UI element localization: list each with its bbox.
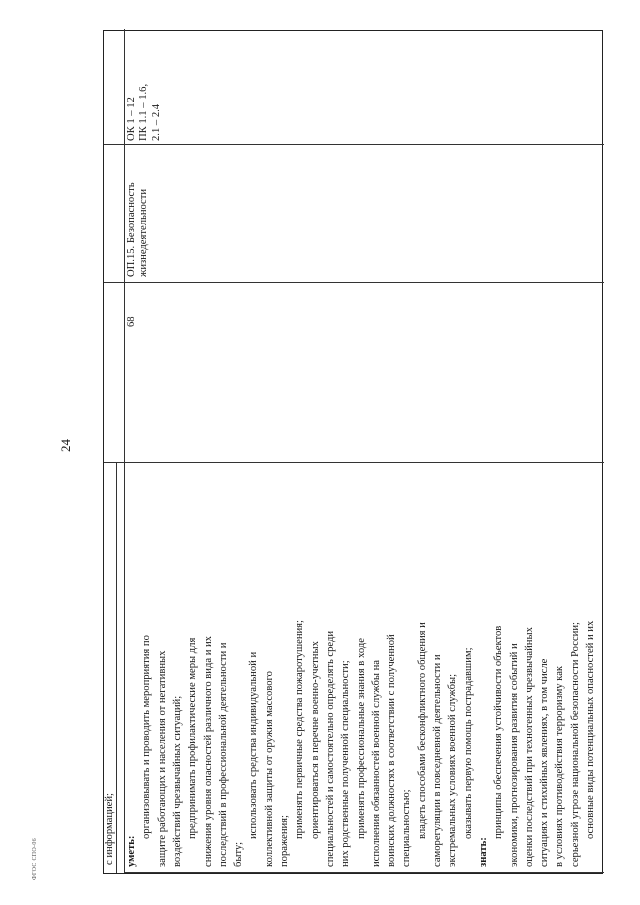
text-line: экстремальных условиях военной службы; (447, 673, 459, 867)
text-line: коллективной защиты от оружия массового (263, 671, 275, 867)
competency-line-3: 2.1 – 2.4 (150, 103, 162, 141)
page-number: 24 (58, 439, 73, 452)
text-line: специальностью; (401, 789, 413, 867)
text-line: защите работающих и населения от негативных (156, 650, 168, 867)
competency-line-2: ПК 1.1 – 1.6, (138, 83, 150, 141)
rotated-page (103, 30, 603, 874)
col-divider-3 (104, 144, 604, 145)
text-line: применять профессиональные знания в ходе (355, 638, 367, 839)
text-line: принципы обеспечения устойчивости объектов (493, 625, 505, 839)
footer-mark: ФГОС СПО-06 (32, 838, 38, 880)
inner-left-margin (124, 872, 604, 873)
text-line: них родственные полученной специальности; (340, 660, 352, 867)
text-line: экономики, прогнозирования развития событий и (508, 643, 520, 867)
text-line: исполнения обязанностей военной службы на (370, 659, 382, 867)
text-line: в условиях противодействия терроризму как (554, 665, 566, 867)
text-line: владеть способами бесконфликтного общения и (416, 622, 428, 839)
text-line: ситуациях и стихийных явлениях, в том числе (539, 658, 551, 867)
text-line: основные виды потенциальных опасностей и их (585, 620, 596, 839)
text-line: организовывать и проводить мероприятия по (141, 635, 153, 839)
competency-line-1: ОК 1 – 12 (126, 97, 137, 141)
text-line: поражения; (279, 814, 290, 867)
text-line: снижения уровня опасностей различного вида и их (202, 636, 214, 867)
text-line: саморегуляции в повседневной деятельности и (432, 654, 443, 867)
text-line: предпринимать профилактические меры для (187, 637, 199, 839)
col-divider-1 (104, 462, 604, 463)
text-line: ориентироваться в перечне военно-учетных (309, 641, 321, 839)
text-line: оценки последствий при техногенных чрезвычайных (523, 627, 535, 867)
section-heading: уметь: (126, 835, 137, 867)
row-divider-left (124, 29, 125, 873)
text-line: специальностей и самостоятельно определять среди (324, 630, 336, 867)
discipline-line-1: ОП.15. Безопасность (126, 182, 137, 277)
cell-discipline (126, 149, 151, 277)
section-heading: знать: (477, 837, 489, 867)
text-line: последствий в профессиональной деятельности и (217, 642, 229, 867)
cell-top-line: с информацией; (104, 793, 115, 865)
col-divider-2 (104, 282, 604, 283)
text-line: применять первичные средства пожаротушения; (294, 620, 306, 839)
table (103, 30, 603, 874)
text-line: воинских должностях в соответствии с полученной (386, 634, 398, 867)
text-line: серьезной угрозе национальной безопасности России; (569, 622, 581, 867)
text-line: быту; (233, 841, 245, 867)
cell-skills-knowledge (126, 467, 602, 867)
text-line: оказывать первую помощь пострадавшим; (462, 647, 474, 839)
text-line: использовать средства индивидуальной и (248, 651, 260, 839)
text-line: воздействий чрезвычайных ситуаций; (171, 695, 183, 867)
discipline-line-2: жизнедеятельности (138, 188, 150, 277)
cell-hours: 68 (126, 316, 137, 327)
cell-competencies (126, 33, 163, 141)
